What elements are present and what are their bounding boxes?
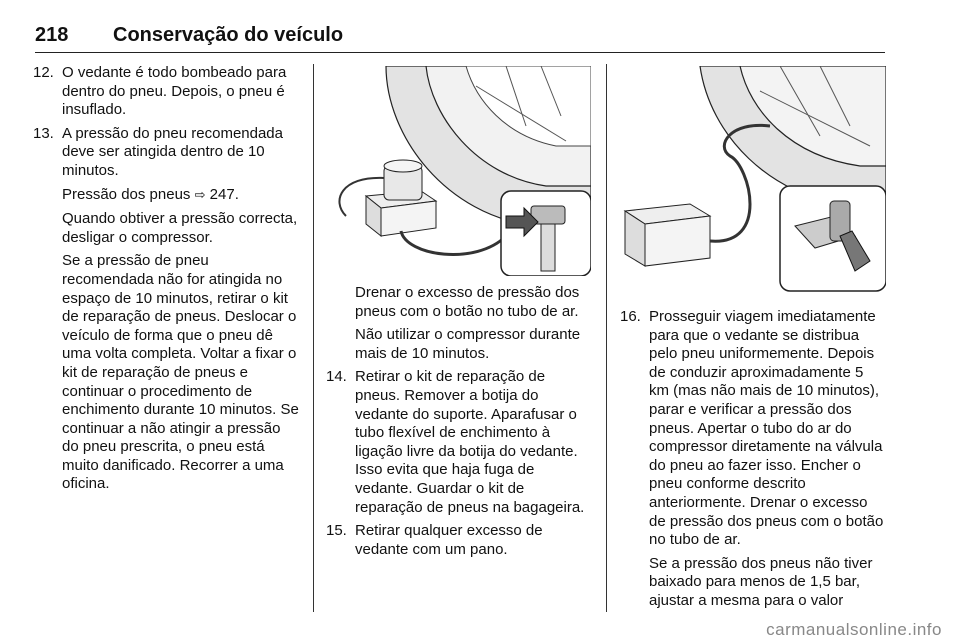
column-1 [33,64,301,499]
page-title: Conservação do veículo [113,24,344,46]
page-reference-arrow-icon: ⇨ [194,187,206,203]
step-number: 13. [33,124,54,142]
column-divider [606,64,607,612]
column-3 [620,66,886,616]
step-text: A pressão do pneu recomendada deve ser atingida dentro de 10 minutos. [62,124,283,179]
column-2 [326,66,591,564]
step-text: O vedante é todo bombeado para dentro do pneu. Depois, o pneu é insuflado. [62,64,287,119]
column-divider [313,64,314,612]
step-text: Retirar qualquer excesso de vedante com um pano. [355,522,543,558]
step-number: 12. [33,64,54,81]
illustration-compressor-valve [326,66,591,276]
step-number: 16. [620,308,641,325]
illustration-hose-to-valve [620,66,886,296]
step-number: 14. [326,368,347,386]
paragraph-compressor-limit: Não utilizar o compressor durante mais de 10 minutos. [355,326,581,362]
paragraph-if-pressure: Se a pressão dos pneus não tiver baixado para menos de 1,5 bar, ajustar a mesma para o valor [649,554,873,609]
step-14 [326,368,591,517]
paragraph-pressure-obtained: Quando obtiver a pressão correcta, desligar o compressor. [62,210,298,246]
paragraph-pressure-not-reached: Se a pressão de pneu recomendada não for atingida no espaço de 10 minutos, retirar o kit de reparação de pneus. Deslocar o veículo de forma que o pneu dê uma volta completa. Voltar a fixar o kit de reparação de pneus e continuar o procedimento de enchimento durante 10 minutos. Se continuar a não atingir a pressão do pneu prescrita, o pneu está muito danificado. Recorrer a uma oficina. [62,252,299,493]
page-header [35,22,885,53]
tyre-pressure-reference [33,186,301,206]
step-number: 15. [326,522,347,540]
reference-label: Pressão dos pneus [62,185,195,203]
watermark: carmanualsonline.info [766,620,942,639]
step-16 [620,308,886,550]
step-12 [33,64,301,120]
step-13 [33,125,301,181]
paragraph-drain-pressure: Drenar o excesso de pressão dos pneus com o botão no tubo de ar. [355,284,580,320]
step-text: Prosseguir viagem imediatamente para que o vedante se distribua pelo pneu uniformemente. Depois de conduzir aproximadamente 5 km (mas não mais de 10 minutos), parar e verificar a pressão dos pneus. Apertar o tubo do ar do compressor diretamente na válvula do pneu ao fazer isso. Encher o pneu conforme descrito anteriormente. Drenar o excesso de pressão dos pneus com o botão no tubo de ar. [649,308,884,549]
step-15 [326,522,591,559]
page-number: 218 [35,24,69,46]
step-text: Retirar o kit de reparação de pneus. Remover a botija do vedante do suporte. Aparafusar o tubo flexível de enchimento à ligação livre da botija do vedante. Isso evita que haja fuga de vedante. Guardar o kit de reparação de pneus na bagageira. [355,368,585,516]
reference-page[interactable]: 247. [205,185,239,203]
